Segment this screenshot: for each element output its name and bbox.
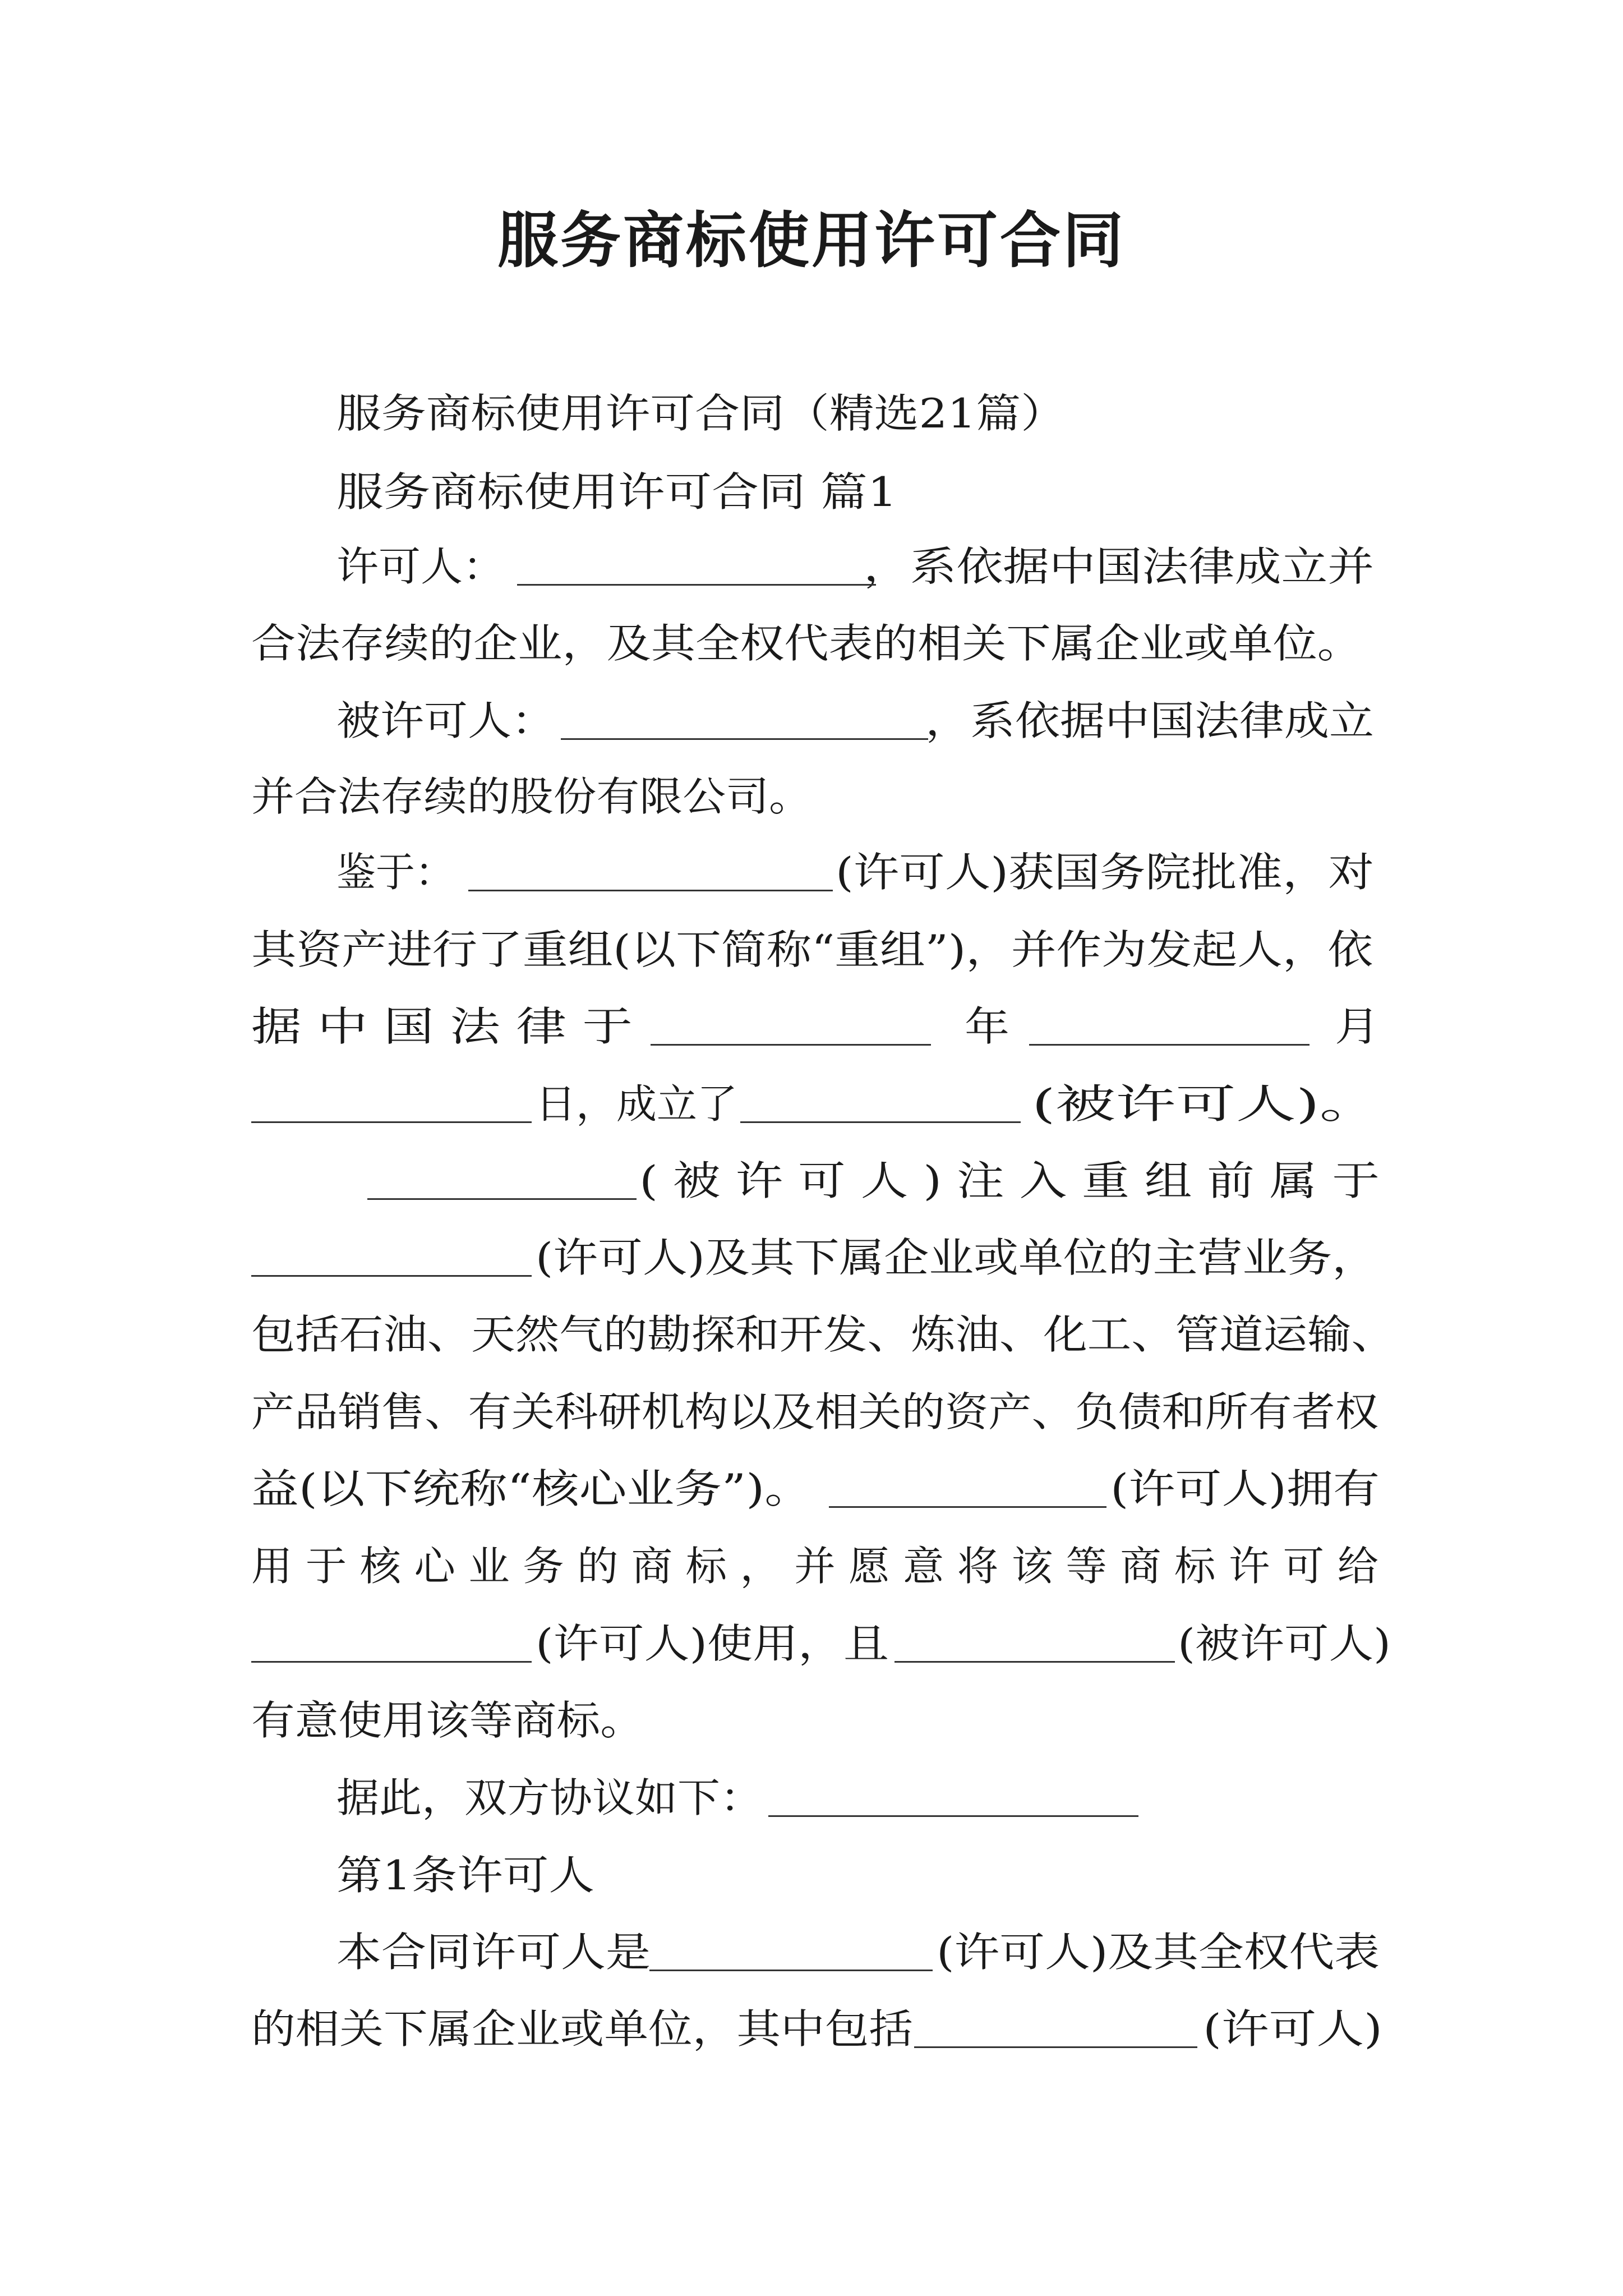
text-segment: 据 中 国 法 律 于	[251, 1003, 633, 1050]
fill-in-blank	[251, 1275, 532, 1277]
text-segment: (被许可人)。	[1032, 1080, 1380, 1128]
text-segment: (许可人)使用，且	[536, 1620, 889, 1667]
text-line	[0, 1375, 1623, 1448]
text-segment: (许可人)及其全权代表	[937, 1929, 1380, 1976]
text-line	[0, 1221, 1623, 1294]
text-line	[0, 1068, 1623, 1140]
text-segment: 合法存续的企业，及其全权代表的相关下属企业或单位。	[251, 620, 1362, 667]
text-segment: 包括石油、天然气的勘探和开发、炼油、化工、管道运输、	[251, 1311, 1395, 1358]
text-line	[0, 990, 1623, 1063]
document-title: 服务商标使用许可合同	[497, 206, 1126, 276]
text-segment: 被许可人：	[336, 697, 555, 744]
text-segment: 服务商标使用许可合同 篇1	[336, 468, 897, 516]
text-line	[0, 684, 1623, 757]
text-segment: 月	[1335, 1003, 1380, 1050]
text-line	[0, 1298, 1623, 1371]
text-line	[0, 455, 1623, 528]
fill-in-blank	[651, 1044, 931, 1046]
text-segment: 本合同许可人是	[336, 1929, 651, 1976]
text-segment: 产品销售、有关科研机构以及相关的资产、负债和所有者权	[251, 1388, 1378, 1435]
text-line	[0, 1993, 1623, 2065]
fill-in-blank	[367, 1198, 637, 1200]
text-line	[0, 1607, 1623, 1680]
fill-in-blank	[740, 1121, 1021, 1123]
fill-in-blank	[468, 890, 833, 891]
fill-in-blank	[561, 738, 928, 740]
text-segment: 日，成立了	[536, 1080, 737, 1128]
text-line	[0, 1684, 1623, 1757]
text-segment: (许可人)获国务院批准，对	[836, 849, 1374, 896]
text-segment: (被许可人)	[1178, 1620, 1391, 1667]
text-segment: ，系依据中国法律成立并	[864, 543, 1374, 590]
fill-in-blank	[768, 1815, 1138, 1817]
text-line	[0, 1530, 1623, 1603]
text-segment: 鉴于：	[336, 849, 454, 896]
text-line	[0, 913, 1623, 986]
text-line	[0, 1144, 1623, 1217]
fill-in-blank	[649, 1970, 933, 1971]
text-segment: (许可人)拥有	[1110, 1465, 1380, 1512]
fill-in-blank	[251, 1121, 532, 1123]
text-segment: ，系依据中国法律成立	[925, 697, 1374, 744]
fill-in-blank	[829, 1506, 1106, 1508]
fill-in-blank	[517, 584, 876, 586]
fill-in-blank	[914, 2046, 1197, 2048]
text-segment: 年	[965, 1003, 1009, 1050]
text-segment: (许可人)及其下属企业或单位的主营业务，	[536, 1234, 1377, 1281]
text-segment: 有意使用该等商标。	[251, 1697, 644, 1744]
text-line	[0, 530, 1623, 603]
text-line	[0, 760, 1623, 833]
text-segment: 服务商标使用许可合同（精选21篇）	[336, 390, 1066, 437]
fill-in-blank	[895, 1661, 1175, 1663]
text-segment: 许可人：	[336, 543, 505, 590]
text-line	[0, 836, 1623, 909]
text-segment: 并合法存续的股份有限公司。	[251, 773, 812, 820]
text-line	[0, 607, 1623, 680]
text-segment: 据此，双方协议如下：	[336, 1774, 763, 1821]
text-line	[0, 1452, 1623, 1525]
text-segment: (许可人)	[1203, 2005, 1382, 2053]
text-segment: 第1条许可人	[336, 1852, 594, 1899]
text-line	[0, 1916, 1623, 1989]
fill-in-blank	[1029, 1044, 1310, 1046]
text-segment: ( 被 许 可 人 ) 注 入 重 组 前 属 于	[639, 1157, 1380, 1204]
fill-in-blank	[251, 1661, 532, 1663]
text-segment: 其资产进行了重组(以下简称“重组”)，并作为发起人，依	[251, 926, 1373, 973]
text-segment: 用 于 核 心 业 务 的 商 标 ， 并 愿 意 将 该 等 商 标 许 可 给	[251, 1543, 1378, 1590]
text-line	[0, 377, 1623, 450]
text-line	[0, 1761, 1623, 1834]
text-line	[0, 1839, 1623, 1912]
text-segment: 的相关下属企业或单位，其中包括	[251, 2005, 913, 2053]
text-segment: 益(以下统称“核心业务”)。	[251, 1465, 812, 1512]
